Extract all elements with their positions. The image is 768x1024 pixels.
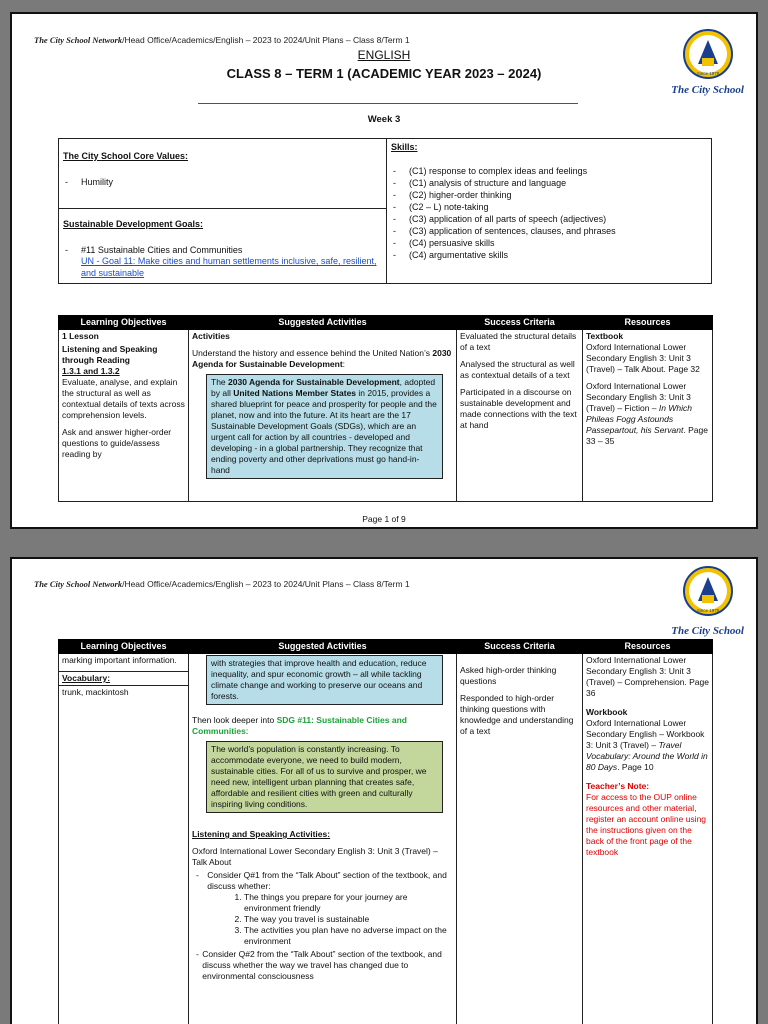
table-header-row	[59, 316, 713, 330]
agenda-2030-box: The 2030 Agenda for Sustainable Development, adopted by all United Nations Member States in 2015, provides a shared blueprint for peace and prosperity for people and the planet, now and into the future. At its heart are the 17 Sustainable Development Goals (SDGs), which are an urgent call for action by all countries - developed and developing - in a global partnership. They recognize that ending poverty and other deprivations must go hand-in-hand	[206, 374, 443, 479]
list-item: 3. The activities you plan have no adverse impact on the environment	[244, 925, 453, 947]
listening-speaking-source: Oxford International Lower Secondary English 3: Unit 3 (Travel) – Talk About	[192, 846, 438, 867]
activities-heading: Activities	[192, 331, 230, 341]
resource-item: Oxford International Lower Secondary English – Workbook 3: Unit 3 (Travel) – Travel Vocabulary: Around the World in 80 Days. Page 10	[586, 718, 708, 772]
skills-heading: Skills:	[391, 142, 418, 152]
skill-item: - (C3) application of sentences, clauses, and phrases	[393, 226, 616, 236]
skill-item: - (C4) argumentative skills	[393, 250, 509, 260]
header-path	[34, 35, 410, 45]
skill-item: - (C2) higher-order thinking	[393, 190, 512, 200]
logo-wordmark: The City School	[671, 84, 744, 96]
resource-item: Oxford International Lower Secondary English 3: Unit 3 (Travel) – Fiction – In Which Phileas Fogg Astounds Passepartout, his Servant. Page 33 – 35	[586, 381, 708, 446]
list-item: 1. The things you prepare for your journey are environment friendly	[244, 892, 453, 914]
city-school-logo-icon	[682, 565, 734, 617]
resources-cell	[583, 330, 713, 502]
core-value-item: - Humility	[65, 177, 114, 187]
col-header-criteria: Success Criteria	[457, 640, 583, 654]
discussion-question-2: - Consider Q#2 from the “Talk About” section of the textbook, and discuss whether the way we travel has changed due to environmental consciousness	[196, 949, 442, 981]
resources-cell	[583, 654, 713, 1024]
activities-cell	[189, 654, 457, 1024]
document-page-2	[10, 557, 758, 1024]
skill-item: - (C3) application of all parts of speech (adjectives)	[393, 214, 607, 224]
lesson-label: 1 Lesson	[62, 331, 99, 341]
sdg-11-intro: Then look deeper into SDG #11: Sustainable Cities and Communities:	[192, 715, 407, 736]
discussion-question-1: - Consider Q#1 from the “Talk About” section of the textbook, and discuss whether:	[196, 870, 447, 891]
skill-item: - (C1) response to complex ideas and feelings	[393, 166, 588, 176]
sdg-item: - #11 Sustainable Cities and Communities	[65, 245, 243, 255]
col-header-resources: Resources	[583, 640, 713, 654]
title-divider	[198, 103, 578, 104]
criteria-item: Responded to high-order thinking questions with knowledge and understanding of a text	[460, 693, 574, 736]
vocabulary-list: trunk, mackintosh	[62, 687, 129, 697]
table-row	[59, 654, 713, 1024]
skill-item: - (C1) analysis of structure and language	[393, 178, 567, 188]
criteria-item: Participated in a discourse on sustainable development and made connections with the text at hand	[460, 387, 577, 430]
agenda-2030-box-continued: with strategies that improve health and education, reduce inequality, and spur economic growth – all while tackling climate change and working to preserve our oceans and forests.	[206, 655, 443, 705]
sdg-un-link[interactable]: UN - Goal 11: Make cities and human settlements inclusive, safe, resilient, and sustainable	[81, 256, 377, 278]
criteria-cell	[457, 654, 583, 1024]
criteria-item: Analysed the structural as well as contextual details of a text	[460, 359, 575, 380]
objective-heading: Listening and Speaking through Reading	[62, 344, 158, 365]
class-term-title: CLASS 8 – TERM 1 (ACADEMIC YEAR 2023 – 2024)	[226, 66, 542, 81]
teachers-note-heading: Teacher’s Note:	[586, 781, 650, 791]
vocabulary-heading: Vocabulary:	[59, 671, 188, 686]
table-row	[59, 330, 713, 502]
unit-plan-table	[58, 639, 713, 1024]
listening-speaking-heading: Listening and Speaking Activities:	[192, 829, 331, 839]
header-path	[34, 579, 410, 589]
teachers-note: For access to the OUP online resources and other material, register an account online using the instructions given on the back of the front page of the textbook	[586, 792, 707, 857]
svg-text:Since 1978: Since 1978	[696, 71, 720, 76]
col-header-criteria: Success Criteria	[457, 316, 583, 330]
criteria-item: Evaluated the structural details of a text	[460, 331, 577, 352]
resource-item: Oxford International Lower Secondary English 3: Unit 3 (Travel) – Talk About. Page 32	[586, 342, 700, 374]
values-skills-box	[58, 138, 712, 284]
list-item: 2. The way you travel is sustainable	[244, 914, 453, 925]
skills-list	[391, 166, 707, 260]
objectives-cell	[59, 330, 189, 502]
criteria-cell	[457, 330, 583, 502]
objectives-cell	[59, 654, 189, 1024]
sdg-11-box: The world’s population is constantly increasing. To accommodate everyone, we need to build modern, sustainable cities. For all of us to survive and prosper, we need new, intelligent urban planning that creates safe, affordable and resilient cities with green and culturally inspiring living conditions.	[206, 741, 443, 813]
discussion-q1-list	[244, 892, 453, 947]
criteria-item: Asked high-order thinking questions	[460, 665, 557, 686]
sdg-heading: Sustainable Development Goals:	[63, 219, 204, 229]
objective-codes: 1.3.1 and 1.3.2	[62, 366, 120, 376]
col-header-objectives: Learning Objectives	[59, 316, 189, 330]
document-page-1	[10, 12, 758, 529]
table-header-row	[59, 640, 713, 654]
objective-text: marking important information.	[62, 655, 177, 665]
unit-plan-table	[58, 315, 713, 502]
core-values-section	[59, 139, 386, 209]
logo-wordmark: The City School	[671, 625, 744, 637]
skill-item: - (C4) persuasive skills	[393, 238, 495, 248]
activity-intro: Understand the history and essence behind the United Nation’s 2030 Agenda for Sustainable Development:	[192, 348, 452, 369]
textbook-heading: Textbook	[586, 331, 624, 341]
col-header-objectives: Learning Objectives	[59, 640, 189, 654]
col-header-resources: Resources	[583, 316, 713, 330]
sdg-section	[59, 209, 386, 279]
skills-column	[387, 139, 711, 283]
workbook-heading: Workbook	[586, 707, 628, 717]
subject-title: ENGLISH	[357, 48, 411, 62]
page-number: Page 1 of 9	[362, 514, 406, 524]
svg-text:Since 1978: Since 1978	[696, 608, 720, 613]
values-column	[59, 139, 387, 283]
brand-name: The City School Network	[34, 579, 123, 589]
col-header-activities: Suggested Activities	[189, 640, 457, 654]
resource-item: Oxford International Lower Secondary English 3: Unit 3 (Travel) – Comprehension. Page 36	[586, 655, 709, 698]
breadcrumb: /Head Office/Academics/English – 2023 to 2024/Unit Plans – Class 8/Term 1	[122, 579, 410, 589]
skill-item: - (C2 – L) note-taking	[393, 202, 489, 212]
breadcrumb: /Head Office/Academics/English – 2023 to 2024/Unit Plans – Class 8/Term 1	[122, 35, 410, 45]
core-values-heading: The City School Core Values:	[63, 151, 189, 161]
brand-name: The City School Network	[34, 35, 123, 45]
activities-cell	[189, 330, 457, 502]
objective-text: Evaluate, analyse, and explain the structural as well as contextual details of texts across comprehension levels.	[62, 377, 185, 420]
objective-text: Ask and answer higher-order questions to guide/assess reading by	[62, 427, 172, 459]
col-header-activities: Suggested Activities	[189, 316, 457, 330]
week-label: Week 3	[367, 114, 401, 125]
